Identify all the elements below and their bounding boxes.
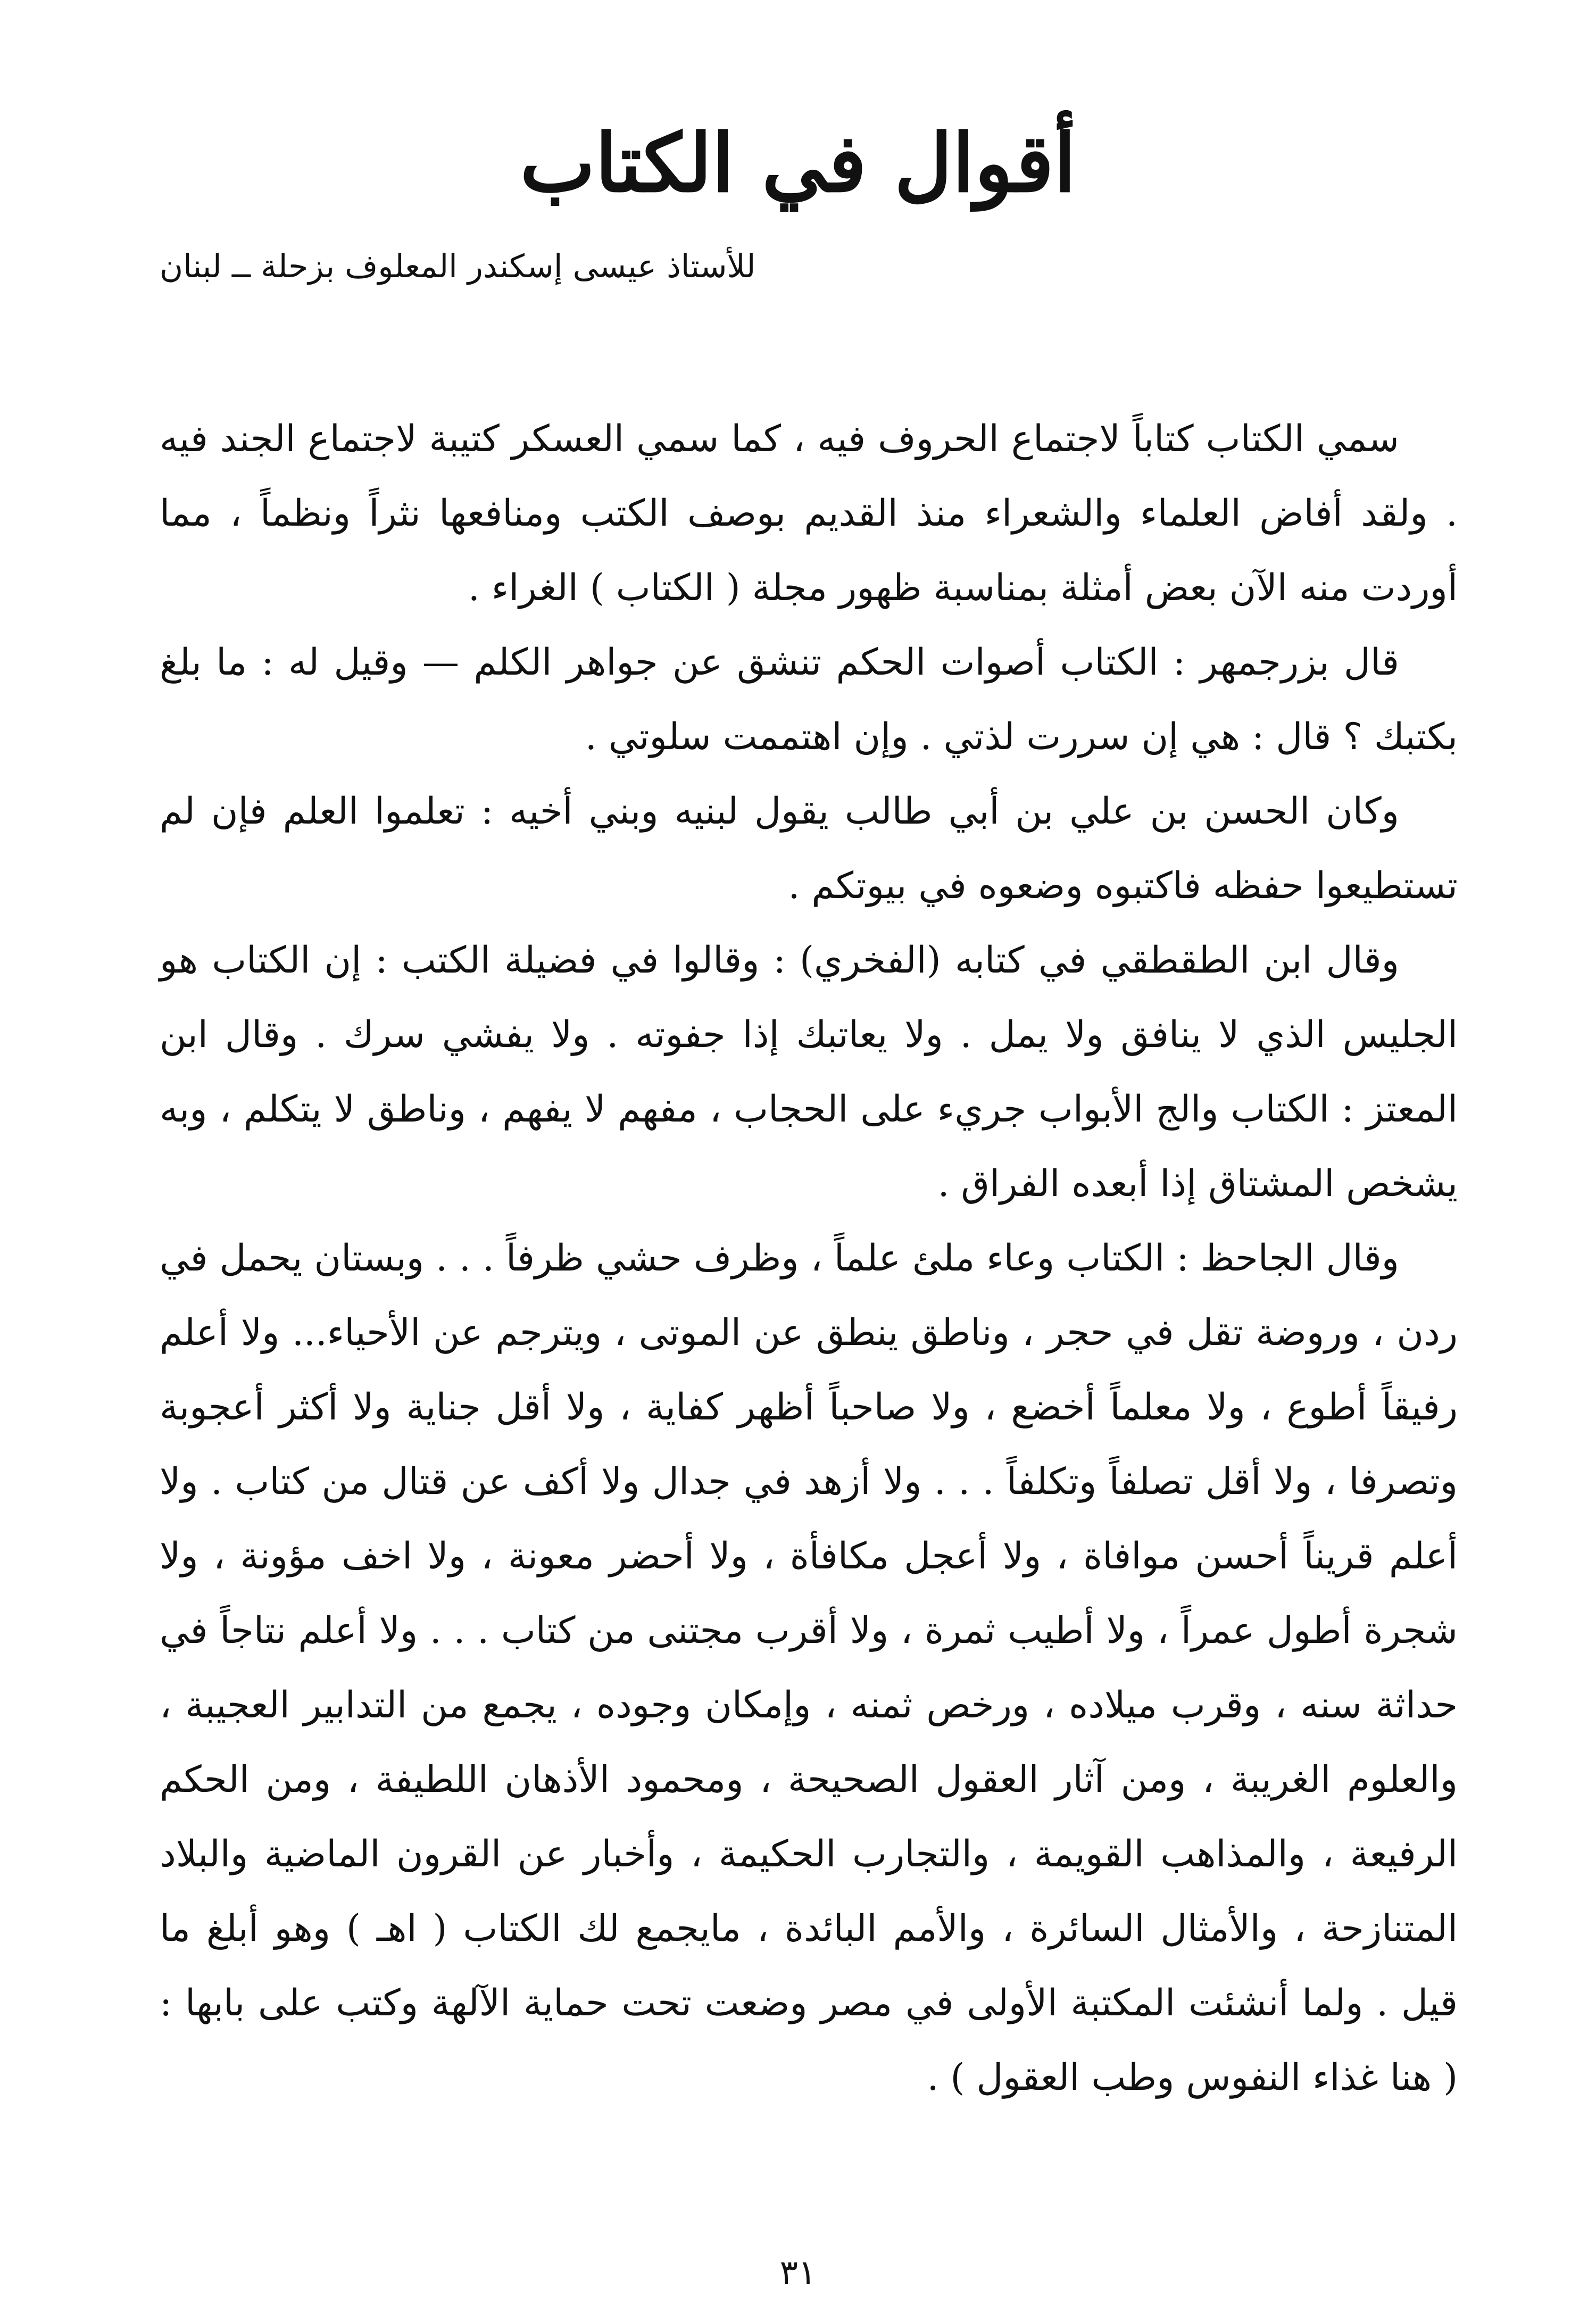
page-number: ٣١ [779,2253,817,2293]
paragraph: وقال ابن الطقطقي في كتابه (الفخري) : وقالوا في فضيلة الكتب : إن الكتاب هو الجليس الذي لا ينافق ولا يمل . ولا يعاتبك إذا جفوته . ولا يفشي سرك . وقال ابن المعتز : الكتاب والج الأبواب جريء على الحجاب ، مفهم لا يفهم ، وناطق لا يتكلم ، وبه يشخص المشتاق إذا أبعده الفراق . [160,939,1458,1205]
article-body [160,402,1458,2115]
article-byline: للأستاذ عيسى إسكندر المعلوف بزحلة ــ لبنان [160,248,756,285]
paragraph: وكان الحسن بن علي بن أبي طالب يقول لبنيه وبني أخيه : تعلموا العلم فإن لم تستطيعوا حفظه فاكتبوه وضعوه في بيوتكم . [160,790,1458,907]
article-title: أقوال في الكتاب [520,117,1076,210]
paragraph: سمي الكتاب كتاباً لاجتماع الحروف فيه ، كما سمي العسكر كتيبة لاجتماع الجند فيه . ولقد أفاض العلماء والشعراء منذ القديم بوصف الكتب ومنافعها نثراً ونظماً ، مما أوردت منه الآن بعض أمثلة بمناسبة ظهور مجلة ( الكتاب ) الغراء . [160,418,1458,609]
paragraph: قال بزرجمهر : الكتاب أصوات الحكم تنشق عن جواهر الكلم — وقيل له : ما بلغ بكتبك ؟ قال : هي إن سررت لذتي . وإن اهتممت سلوتي . [160,641,1458,758]
paragraph: وقال الجاحظ : الكتاب وعاء ملئ علماً ، وظرف حشي ظرفاً . . . وبستان يحمل في ردن ، وروضة تقل في حجر ، وناطق ينطق عن الموتى ، ويترجم عن الأحياء... ولا أعلم رفيقاً أطوع ، ولا معلماً أخضع ، ولا صاحباً أظهر كفاية ، ولا أقل جناية ولا أكثر أعجوبة وتصرفا ، ولا أقل تصلفاً وتكلفاً . . . ولا أزهد في جدال ولا أكف عن قتال من كتاب . ولا أعلم قريناً أحسن موافاة ، ولا أعجل مكافأة ، ولا أحضر معونة ، ولا اخف مؤونة ، ولا شجرة أطول عمراً ، ولا أطيب ثمرة ، ولا أقرب مجتنى من كتاب . . . ولا أعلم نتاجاً في حداثة سنه ، وقرب ميلاده ، ورخص ثمنه ، وإمكان وجوده ، يجمع من التدابير العجيبة ، والعلوم الغريبة ، ومن آثار العقول الصحيحة ، ومحمود الأذهان اللطيفة ، ومن الحكم الرفيعة ، والمذاهب القويمة ، والتجارب الحكيمة ، وأخبار عن القرون الماضية والبلاد المتنازحة ، والأمثال السائرة ، والأمم البائدة ، مايجمع لك الكتاب ( اهـ ) وهو أبلغ ما قيل . ولما أنشئت المكتبة الأولى في مصر وضعت تحت حماية الآلهة وكتب على بابها : ( هنا غذاء النفوس وطب العقول ) . [160,1237,1458,2099]
